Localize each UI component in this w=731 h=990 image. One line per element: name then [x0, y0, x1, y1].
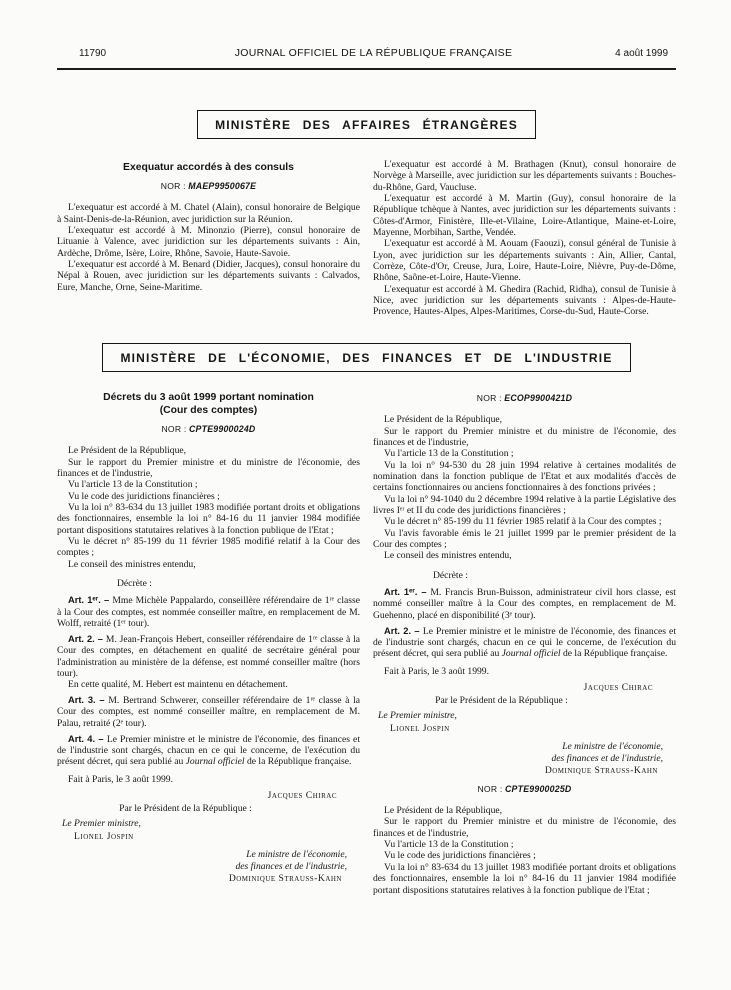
paragraph: L'exequatur est accordé à M. Brathagen (Knut), consul honoraire de Norvège à Marseille, avec juridiction sur les départements suivants : Bouches-du-Rhône, Gard, Vaucluse.: [373, 159, 676, 193]
signature-line: Par le Président de la République :: [435, 695, 568, 707]
paragraph: L'exequatur est accordé à M. Martin (Guy), consul honoraire de la République tchèque à Nantes, avec juridiction sur les départements suivants : Côtes-d'Armor, Finistère, Ille-et-Vilaine, Loire-Atlantique, Maine-et-Loire, Mayenne, Morbihan, Sarthe, Vendée.: [373, 193, 676, 239]
paragraph: Art. 2. – M. Jean-François Hebert, conseiller référendaire de 1ʳᵉ classe à la Cour des comptes, en détachement en qualité de secrétaire général pour l'administration au ministère de la défense, est nommé conseiller maître (hors tour).: [57, 633, 361, 679]
nor-line: NOR : CPTE9900024D: [161, 423, 256, 434]
ministry-box-wrap: [57, 343, 676, 372]
issue-date: 4 août 1999: [615, 48, 668, 59]
paragraph: Vu l'article 13 de la Constitution ;: [384, 448, 514, 460]
right-column: [373, 159, 676, 318]
paragraph: L'exequatur est accordé à M. Aouam (Faouzi), consul général de Tunisie à Lyon, avec juridiction sur les départements suivants : Ain, Allier, Cantal, Corrèze, Côte-d'Or, Creuse, Jura, Loire, Haute-Loire, Nièvre, Puy-de-Dôme, Rhône, Saône-et-Loire, Haute-Vienne.: [373, 238, 676, 284]
paragraph: Sur le rapport du Premier ministre et du ministre de l'économie, des finances et de l'industrie,: [373, 425, 676, 448]
decree-word: Décrète :: [117, 577, 152, 589]
paragraph: L'exequatur est accordé à M. Benard (Didier, Jacques), consul honoraire du Népal à Rouen, avec juridiction sur les départements suivants : Calvados, Eure, Manche, Orne, Seine-Maritime.: [57, 259, 360, 293]
paragraph: Art. 3. – M. Bertrand Schwerer, conseiller référendaire de 1ʳᵉ classe à la Cour des comptes, est nommé conseiller maître, en remplacement de M. Palau, retraité (2ᵉ tour).: [57, 695, 360, 729]
journal-title: JOURNAL OFFICIEL DE LA RÉPUBLIQUE FRANÇAISE: [234, 47, 513, 59]
paragraph: L'exequatur est accordé à M. Chatel (Alain), consul honoraire de Belgique à Saint-Denis-de-la-Réunion, avec juridiction sur la Réunion.: [57, 202, 360, 225]
signature-line: Lionel Jospin: [390, 722, 450, 734]
paragraph: Vu l'article 13 de la Constitution ;: [68, 479, 198, 491]
signature-line: Par le Président de la République :: [119, 803, 252, 815]
header-rule: [57, 68, 676, 70]
paragraph: L'exequatur est accordé à M. Minonzio (Pierre), consul honoraire de Lituanie à Valence, avec juridiction sur les départements suivants : Ain, Ardèche, Drôme, Isère, Loire, Rhône, Savoie, Haute-Savoie.: [57, 225, 360, 259]
paragraph: Vu la loi n° 83-634 du 13 juillet 1983 modifiée portant droits et obligations des fonctionnaires, ensemble la loi n° 84-16 du 11 janvier 1984 modifiée portant dispositions statutaires relatives à la fonction publique de l'Etat ;: [373, 861, 676, 896]
paragraph: En cette qualité, M. Hebert est maintenu en détachement.: [68, 679, 288, 691]
paragraph: Art. 1ᵉʳ. – M. Francis Brun-Buisson, administrateur civil hors classe, est nommé conseiller maître à la Cour des comptes, en remplacement de M. Guehenno, placé en disponibilité (3ᵉ tour).: [373, 586, 676, 621]
signature-line: Lionel Jospin: [74, 830, 134, 842]
right-column: [373, 389, 676, 896]
paragraph: Vu le décret n° 85-199 du 11 février 1985 relatif à la Cour des comptes ;: [384, 516, 662, 528]
paragraph: Vu l'avis favorable émis le 21 juillet 1999 par le premier président de la Cour des comptes ;: [373, 527, 676, 550]
signature-line: Le Premier ministre,: [378, 709, 457, 721]
paragraph: Sur le rapport du Premier ministre et du ministre de l'économie, des finances et de l'industrie,: [57, 456, 360, 479]
nor-line: NOR : MAEP9950067E: [160, 181, 257, 191]
signature-line: Le ministre de l'économie, des finances et de l'industrie,: [235, 849, 347, 872]
paragraph: Vu le code des juridictions financières ;: [384, 850, 536, 862]
signature-line: Jacques Chirac: [583, 681, 653, 693]
nor-line: NOR : CPTE9900025D: [477, 783, 572, 794]
paragraph: Le Président de la République,: [68, 445, 187, 457]
section-heading: Décrets du 3 août 1999 portant nomination (Cour des comptes): [103, 391, 314, 416]
ministry-box-wrap: [57, 110, 676, 139]
paragraph: Le conseil des ministres entendu,: [68, 558, 196, 570]
paragraph: Vu le code des juridictions financières ;: [68, 490, 220, 502]
paragraph: Fait à Paris, le 3 août 1999.: [68, 773, 173, 785]
paragraph: Le Président de la République,: [384, 414, 503, 426]
paragraph: L'exequatur est accordé à M. Ghedira (Rachid, Ridha), consul de Tunisie à Nice, avec juridiction sur les départements suivants : Alpes-de-Haute-Provence, Hautes-Alpes, Alpes-Maritimes, Corse-du-Sud, Haute-Corse.: [373, 283, 676, 318]
signature-line: Dominique Strauss-Kahn: [544, 765, 658, 777]
paragraph: Art. 1ᵉʳ. – Mme Michèle Pappalardo, conseillère référendaire de 1ʳᵉ classe à la Cour des comptes, est nommée conseiller maître, en remplacement de M. Wolff, retraité (1ᵉʳ tour).: [57, 595, 360, 629]
paragraph: Le conseil des ministres entendu,: [384, 550, 512, 562]
signature-line: Dominique Strauss-Kahn: [228, 873, 342, 885]
ministry-title-economy: MINISTÈRE DE L'ÉCONOMIE, DES FINANCES ET DE L'INDUSTRIE: [102, 343, 630, 372]
ministry-title-foreign-affairs: MINISTÈRE DES AFFAIRES ÉTRANGÈRES: [197, 110, 536, 139]
paragraph: Sur le rapport du Premier ministre et du ministre de l'économie, des finances et de l'industrie,: [373, 816, 676, 839]
paragraph: Fait à Paris, le 3 août 1999.: [384, 665, 489, 677]
signature-line: Jacques Chirac: [267, 789, 337, 801]
running-head: [57, 46, 676, 61]
signature-line: Le ministre de l'économie, des finances et de l'industrie,: [551, 741, 663, 764]
section-heading: Exequatur accordés à des consuls: [123, 162, 294, 173]
paragraph: Vu l'article 13 de la Constitution ;: [384, 839, 514, 851]
paragraph: Art. 2. – Le Premier ministre et le ministre de l'économie, des finances et de l'industrie sont chargés, chacun en ce qui le concerne, de l'exécution du présent décret, qui sera publié au Journal officiel de la République française.: [373, 625, 676, 660]
section-economy: [57, 389, 676, 896]
section-foreign-affairs: [57, 159, 676, 318]
page-number: 11790: [79, 48, 107, 59]
paragraph: Vu la loi n° 94-530 du 28 juin 1994 relative à certaines modalités de nomination dans la fonction publique de l'Etat et aux modalités d'accès de certains fonctionnaires ou anciens fonctionnaires à des fonctions privées ;: [373, 459, 676, 494]
decree-word: Décrète :: [433, 569, 468, 581]
paragraph: Vu le décret n° 85-199 du 11 février 1985 modifié relatif à la Cour des comptes ;: [57, 535, 360, 559]
left-column: [57, 159, 360, 318]
paragraph: Vu la loi n° 94-1040 du 2 décembre 1994 relative à la partie Législative des livres Iᵉʳ et II du code des juridictions financières ;: [373, 493, 676, 516]
paragraph: Le Président de la République,: [384, 805, 503, 817]
nor-line: NOR : ECOP9900421D: [476, 392, 573, 403]
left-column: [57, 389, 360, 896]
paragraph: Vu la loi n° 83-634 du 13 juillet 1983 modifiée portant droits et obligations des fonctionnaires, ensemble la loi n° 84-16 du 11 janvier 1984 modifiée portant dispositions statutaires relatives à la fonction publique de l'Etat ;: [57, 501, 360, 536]
signature-line: Le Premier ministre,: [62, 817, 141, 829]
paragraph: Art. 4. – Le Premier ministre et le ministre de l'économie, des finances et de l'industrie sont chargés, chacun en ce qui le concerne, de l'exécution du présent décret, qui sera publié au Journal officiel de la République française.: [57, 733, 360, 768]
